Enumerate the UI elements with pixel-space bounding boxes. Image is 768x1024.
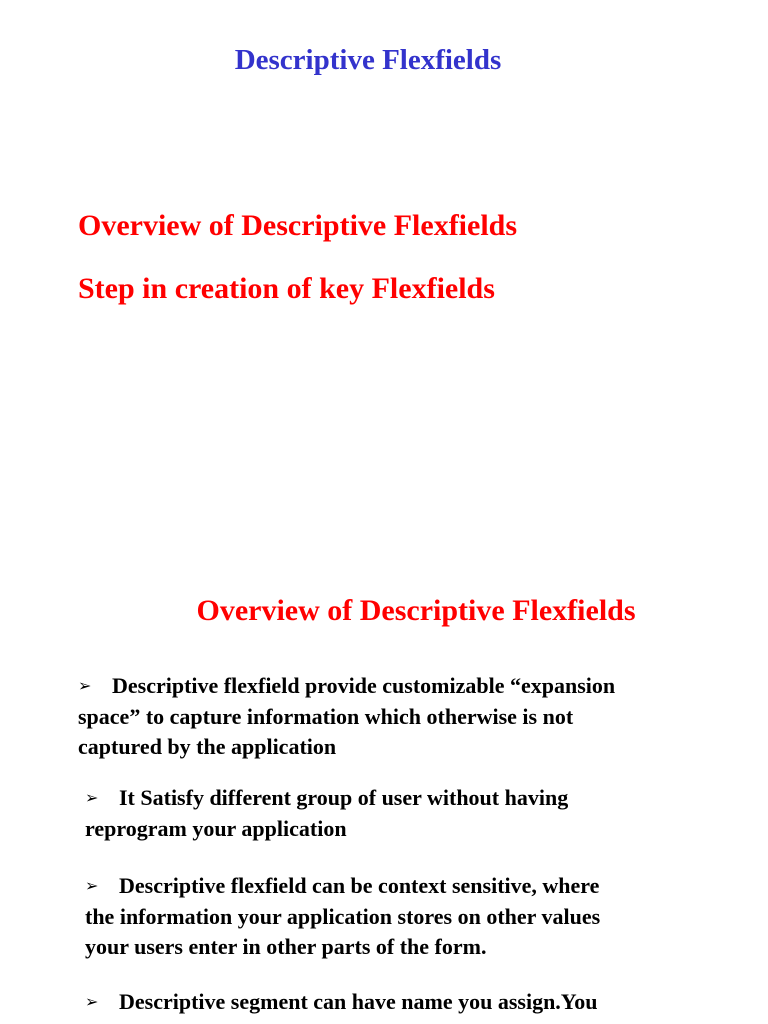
agenda-item-steps: Step in creation of key Flexfields xyxy=(78,272,495,305)
slide-title: Descriptive Flexfields xyxy=(234,44,502,76)
bullet-line: captured by the application xyxy=(78,734,337,759)
arrowhead-bullet-icon: ➢ xyxy=(85,788,99,807)
section-title: Overview of Descriptive Flexfields xyxy=(196,594,636,627)
bullet-line: It Satisfy different group of user without having xyxy=(119,785,569,810)
bullet-line: reprogram your application xyxy=(85,815,347,841)
bullet-line: your users enter in other parts of the form. xyxy=(85,934,487,959)
bullet-line: Descriptive segment can have name you assign.You xyxy=(119,989,598,1014)
bullet-line: Descriptive flexfield can be context sensitive, where xyxy=(119,873,600,898)
bullet-line: the information your application stores on other values xyxy=(85,903,601,929)
arrowhead-bullet-icon: ➢ xyxy=(85,992,99,1011)
bullet-item xyxy=(85,987,598,1018)
bullet-line: space” to capture information which otherwise is not xyxy=(78,703,574,729)
bullet-item xyxy=(78,671,615,763)
bullet-item xyxy=(85,871,600,963)
bullet-line: Descriptive flexfield provide customizable “expansion xyxy=(112,673,616,698)
arrowhead-bullet-icon: ➢ xyxy=(78,676,92,695)
agenda-item-overview: Overview of Descriptive Flexfields xyxy=(78,209,518,242)
bullet-item xyxy=(85,783,568,844)
arrowhead-bullet-icon: ➢ xyxy=(85,876,99,895)
